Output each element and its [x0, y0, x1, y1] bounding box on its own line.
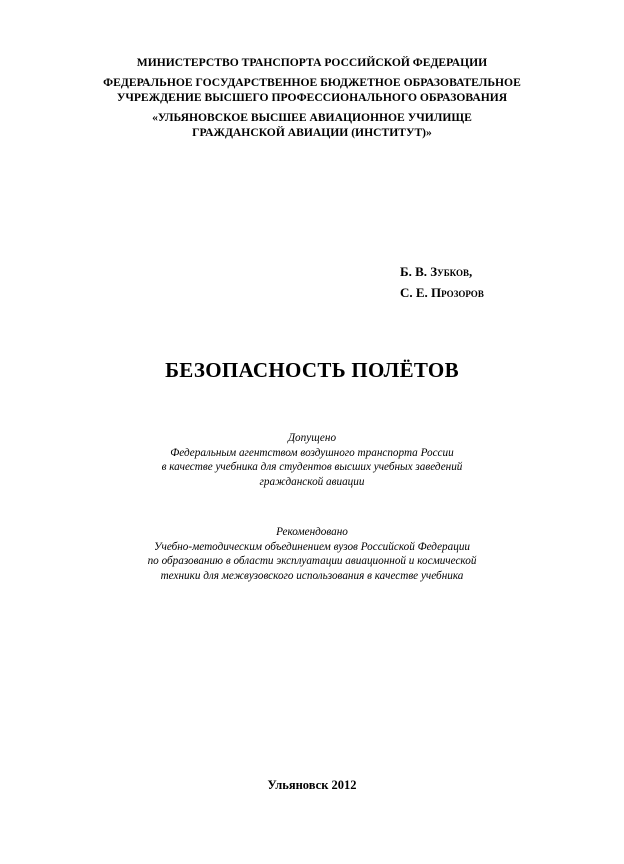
approval-line: Допущено [287, 432, 337, 444]
approval-line: по образованию в области эксплуатации авиационной и космической [147, 555, 477, 568]
publication-city-year: Ульяновск 2012 [267, 778, 357, 792]
approval-stamp-recommended [0, 525, 624, 583]
approval-line: Федеральным агентством воздушного транспорта России [170, 446, 454, 459]
school-name-line-1: «УЛЬЯНОВСКОЕ ВЫСШЕЕ АВИАЦИОННОЕ УЧИЛИЩЕ [152, 111, 472, 124]
institution-name-line-1: ФЕДЕРАЛЬНОЕ ГОСУДАРСТВЕННОЕ БЮДЖЕТНОЕ ОБРАЗОВАТЕЛЬНОЕ [103, 76, 521, 89]
approval-line: Учебно-методическим объединением вузов Российской Федерации [153, 540, 471, 553]
approval-line: техники для межвузовского использования в качестве учебника [160, 569, 464, 582]
book-title: БЕЗОПАСНОСТЬ ПОЛЁТОВ [165, 358, 459, 382]
institution-name-line-2: УЧРЕЖДЕНИЕ ВЫСШЕГО ПРОФЕССИОНАЛЬНОГО ОБРАЗОВАНИЯ [116, 91, 508, 104]
author-name: Б. В. Зубков, [400, 264, 473, 279]
approval-line: Рекомендовано [276, 526, 348, 538]
school-name-line-2: ГРАЖДАНСКОЙ АВИАЦИИ (ИНСТИТУТ)» [192, 126, 432, 139]
institution-header [0, 55, 624, 140]
approval-line: гражданской авиации [259, 475, 365, 488]
author-name: С. Е. Прозоров [400, 285, 484, 300]
ministry-name: МИНИСТЕРСТВО ТРАНСПОРТА РОССИЙСКОЙ ФЕДЕРАЦИИ [136, 56, 488, 69]
approval-stamp-admitted [0, 431, 624, 489]
authors-block [400, 261, 484, 303]
approval-line: в качестве учебника для студентов высших учебных заведений [161, 461, 463, 474]
